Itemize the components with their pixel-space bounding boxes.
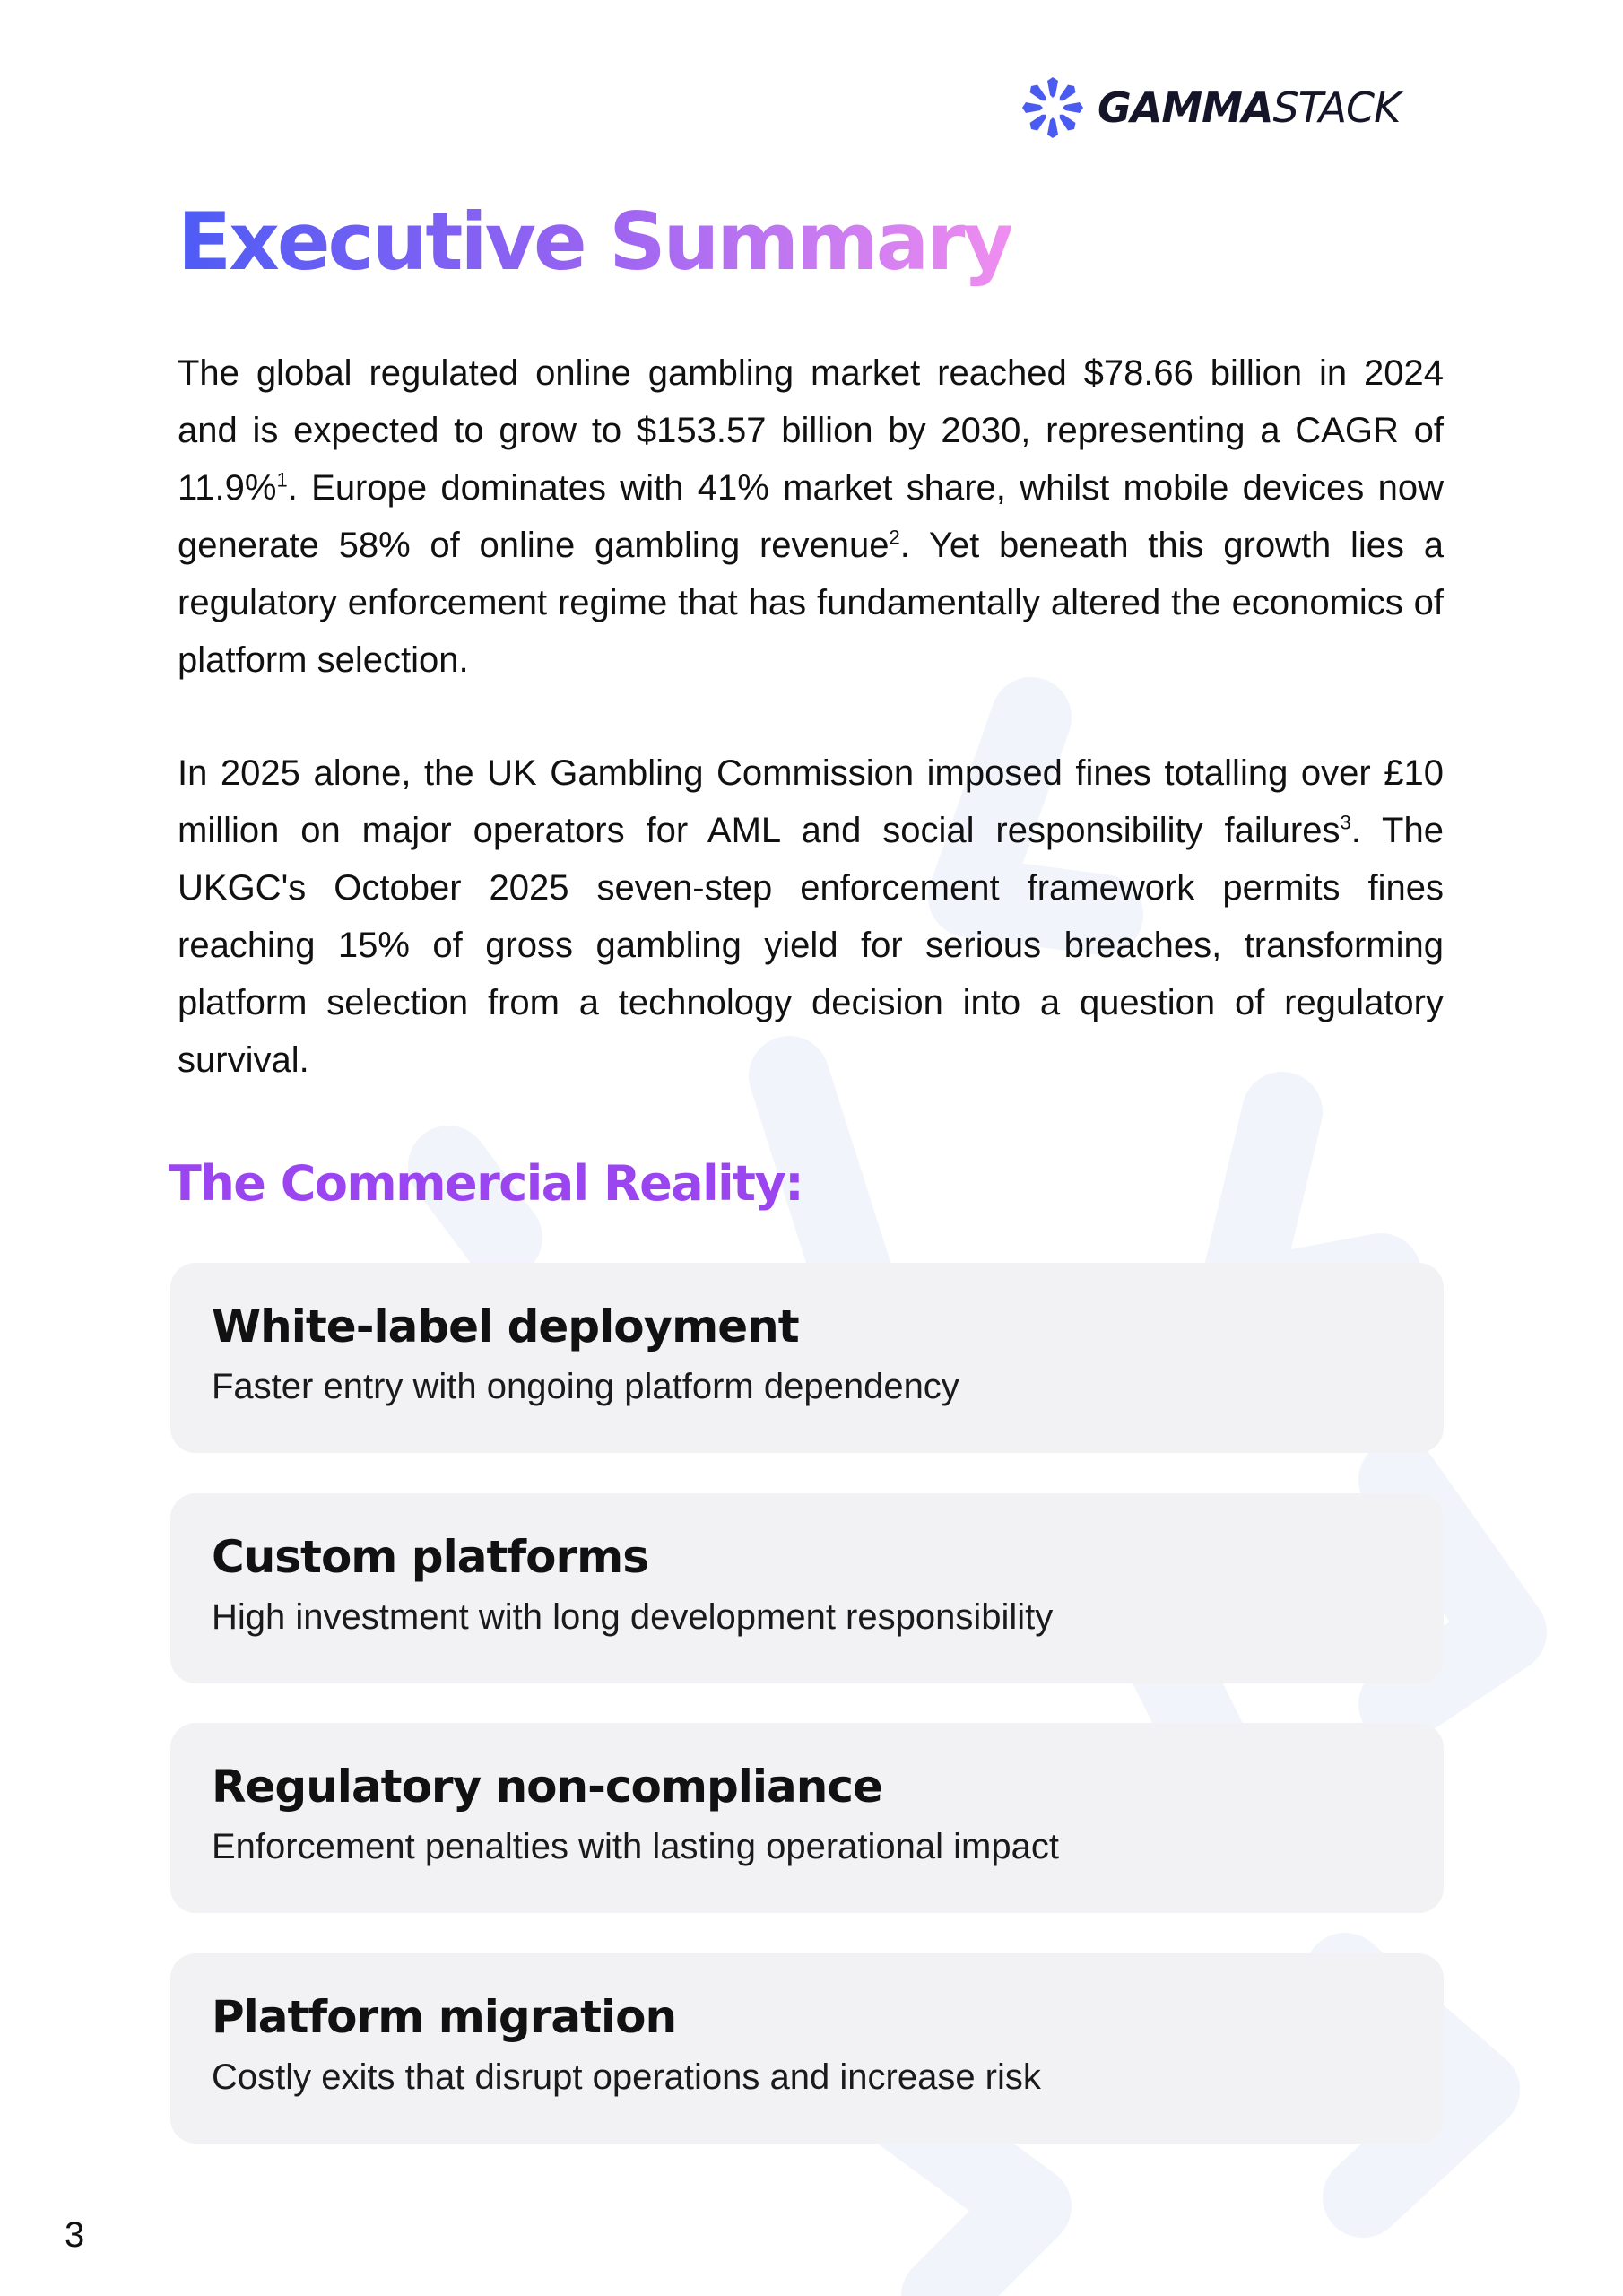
reality-card — [170, 1723, 1444, 1913]
reality-card — [170, 1493, 1444, 1683]
brand-name-bold: GAMMA — [1098, 83, 1273, 132]
card-description: High investment with long development responsibility — [212, 1597, 1054, 1637]
intro-text-2: . Europe dominates with 41% market share, whilst mobile devices now generate 58% of online gambling revenue — [178, 468, 1444, 565]
page-title: Executive Summary — [178, 196, 1011, 288]
brand-wordmark — [1098, 83, 1400, 132]
enforcement-text-2: . The UKGC's October 2025 seven-step enforcement framework permits fines reaching 15% of gross gambling yield for serious breaches, transforming platform selection from a technology decision into a question of regulatory survival. — [178, 811, 1444, 1080]
intro-text-3: . Yet beneath this growth lies a regulatory enforcement regime that has fundamentally altered the economics of platform selection. — [178, 526, 1444, 680]
reality-card — [170, 1263, 1444, 1453]
footnote-ref-3[interactable]: 3 — [1340, 811, 1351, 834]
enforcement-text-1: In 2025 alone, the UK Gambling Commission imposed fines totalling over £10 million on major operators for AML and social responsibility failures — [178, 753, 1444, 850]
reality-card — [170, 1953, 1444, 2144]
card-title: Regulatory non-compliance — [212, 1761, 882, 1813]
card-description: Faster entry with ongoing platform dependency — [212, 1367, 959, 1406]
intro-text-1: The global regulated online gambling market reached $78.66 billion in 2024 and is expected to grow to $153.57 billion by 2030, representing a CAGR of 11.9% — [178, 353, 1444, 508]
card-title: Custom platforms — [212, 1531, 649, 1583]
gammastack-asterisk-icon — [1020, 75, 1085, 140]
card-title: Platform migration — [212, 1991, 677, 2043]
footnote-ref-2[interactable]: 2 — [889, 526, 900, 549]
intro-paragraph — [178, 344, 1444, 689]
section-heading: The Commercial Reality: — [169, 1155, 803, 1212]
card-description: Enforcement penalties with lasting operational impact — [212, 1827, 1059, 1866]
card-title: White-label deployment — [212, 1300, 799, 1352]
brand-logo[interactable] — [1020, 72, 1400, 144]
card-description: Costly exits that disrupt operations and increase risk — [212, 2057, 1041, 2097]
brand-name-light: STACK — [1272, 83, 1401, 132]
footnote-ref-1[interactable]: 1 — [276, 468, 288, 491]
page-number: 3 — [65, 2215, 85, 2255]
enforcement-paragraph — [178, 744, 1444, 1089]
